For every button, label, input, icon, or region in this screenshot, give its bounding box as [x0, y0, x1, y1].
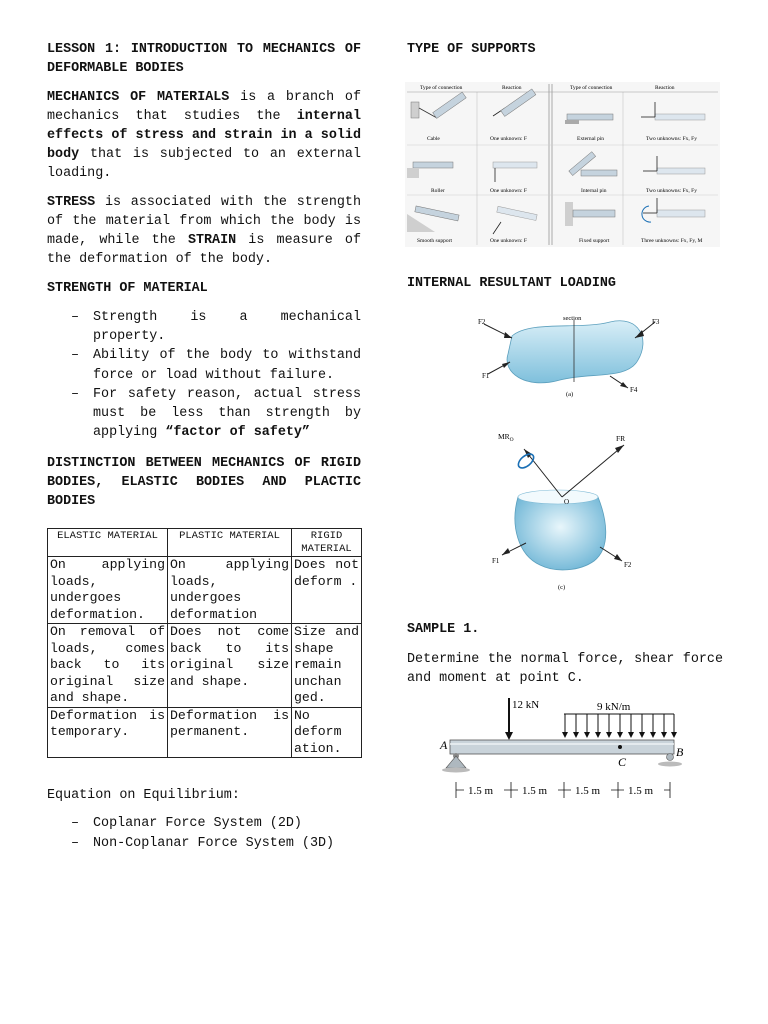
- moment-label-sub: O: [509, 437, 514, 443]
- internal-figure-c: [488, 425, 653, 595]
- supports-figure: [405, 82, 720, 247]
- caption-a: (a): [566, 391, 574, 398]
- table-cell: Does not come back to its original size and shape.: [168, 624, 292, 708]
- stress-text-2: is measure of the deformation of the body.: [47, 233, 362, 267]
- span-label: 1.5 m: [575, 785, 601, 797]
- support-caption: Smooth support: [417, 238, 452, 244]
- internal-heading: INTERNAL RESULTANT LOADING: [407, 276, 616, 291]
- strength-list: [71, 308, 361, 442]
- table-cell: On applying loads, undergoes deformation.: [48, 557, 168, 624]
- span-label: 1.5 m: [522, 785, 548, 797]
- beam-figure: [434, 694, 694, 804]
- table-cell: On removal of loads, comes back to its original size and shape.: [48, 624, 168, 708]
- support-caption: Roller: [431, 188, 445, 194]
- support-reaction: Two unknowns: Fx, Fy: [646, 188, 697, 194]
- materials-text-2: that is subjected to an external loading.: [47, 147, 361, 181]
- table-header: RIGID MATERIAL: [292, 529, 362, 557]
- distributed-load-arrows: [565, 714, 674, 734]
- support-reaction: Two unknowns: Fx, Fy: [646, 136, 697, 142]
- table-cell: Deformation is temporary.: [48, 707, 168, 758]
- table-row: [48, 624, 362, 708]
- table-row: [48, 557, 362, 624]
- table-header: PLASTIC MATERIAL: [168, 529, 292, 557]
- support-caption: Internal pin: [581, 188, 607, 194]
- left-column: [47, 40, 361, 853]
- table-cell: Deformation is permanent.: [168, 707, 292, 758]
- strength-item-text: For safety reason, actual stress must be less than strength by applying: [93, 386, 361, 441]
- table-cell: No deform ation.: [292, 707, 362, 758]
- materials-definition: [47, 88, 361, 183]
- strength-item: – Strength is a mechanical property.: [71, 308, 361, 346]
- table-cell: Does not deform .: [292, 557, 362, 624]
- span-label: 1.5 m: [468, 785, 494, 797]
- equilibrium-heading: Equation on Equilibrium:: [47, 788, 240, 804]
- materials-text-1: is a branch of mechanics that studies the: [47, 90, 361, 124]
- supports-diagram: [405, 82, 720, 247]
- internal-figure-a: [470, 310, 670, 402]
- label-a: A: [440, 738, 448, 752]
- sample-question: Determine the normal force, shear force and moment at point C.: [407, 652, 723, 686]
- support-reaction: One unknown: F: [490, 188, 527, 194]
- moment-label-main: MR: [498, 432, 510, 441]
- support-reaction: One unknown: F: [490, 136, 527, 142]
- supports-col-header: Reaction: [502, 85, 522, 91]
- beam-diagram: [434, 694, 694, 804]
- factor-of-safety: “factor of safety”: [165, 425, 310, 441]
- table-cell: Size and shape remain unchan ged.: [292, 624, 362, 708]
- distinction-heading: DISTINCTION BETWEEN MECHANICS OF RIGID BODIES, ELASTIC BODIES AND PLACTIC BODIES: [47, 456, 361, 510]
- table-header: ELASTIC MATERIAL: [48, 529, 168, 557]
- supports-col-header: Type of connection: [570, 85, 613, 91]
- caption-c: (c): [558, 584, 566, 591]
- force-label-f1: F1: [482, 372, 490, 380]
- material-comparison-table: [47, 528, 362, 758]
- section-label: section: [563, 315, 582, 322]
- force-label-f2: F2: [478, 318, 486, 326]
- span-label: 1.5 m: [628, 785, 654, 797]
- support-caption: Cable: [427, 136, 440, 142]
- equilibrium-item: – Coplanar Force System (2D): [71, 814, 361, 833]
- support-reaction: One unknown: F: [490, 238, 527, 244]
- strength-item: – Ability of the body to withstand force or load without failure.: [71, 346, 361, 384]
- body-section-diagram: [470, 310, 670, 402]
- label-c: C: [618, 755, 627, 769]
- sample-heading: SAMPLE 1.: [407, 622, 480, 637]
- table-row: [48, 707, 362, 758]
- term-internal-effects: internal effects of stress and strain in a solid body: [47, 109, 361, 162]
- support-caption: Fixed support: [579, 238, 610, 244]
- strength-heading: STRENGTH OF MATERIAL: [47, 281, 208, 296]
- term-strain: STRAIN: [187, 233, 237, 248]
- supports-col-header: Type of connection: [420, 85, 463, 91]
- lesson-title: LESSON 1: INTRODUCTION TO MECHANICS OF DEFORMABLE BODIES: [47, 42, 361, 76]
- force-label-f4: F4: [630, 386, 638, 394]
- stress-strain-definition: [47, 193, 361, 269]
- stress-text-1: is associated with the strength of the material from which the body is made, while the: [47, 195, 361, 248]
- resultant-force-label: FR: [616, 434, 626, 443]
- strength-item: [71, 385, 361, 443]
- distributed-load-label: 9 kN/m: [597, 701, 631, 713]
- point-load-label: 12 kN: [512, 699, 540, 711]
- term-stress: STRESS: [47, 195, 96, 210]
- supports-col-header: Reaction: [655, 85, 675, 91]
- equilibrium-item: – Non-Coplanar Force System (3D): [71, 834, 361, 853]
- force-label-f3: F3: [652, 318, 660, 326]
- supports-heading: TYPE OF SUPPORTS: [407, 42, 536, 57]
- support-caption: External pin: [577, 136, 605, 142]
- label-b: B: [676, 745, 684, 759]
- table-header-row: [48, 529, 362, 557]
- table-cell: On applying loads, undergoes deformation: [168, 557, 292, 624]
- free-body-diagram: [488, 425, 653, 595]
- force-label-f1: F1: [492, 557, 500, 565]
- moment-label: [498, 432, 514, 443]
- equilibrium-list: [71, 814, 361, 852]
- term-mechanics-of-materials: MECHANICS OF MATERIALS: [47, 90, 230, 105]
- force-label-f2: F2: [624, 561, 632, 569]
- support-reaction: Three unknowns: Fx, Fy, M: [641, 238, 703, 244]
- point-o-label: O: [564, 498, 570, 506]
